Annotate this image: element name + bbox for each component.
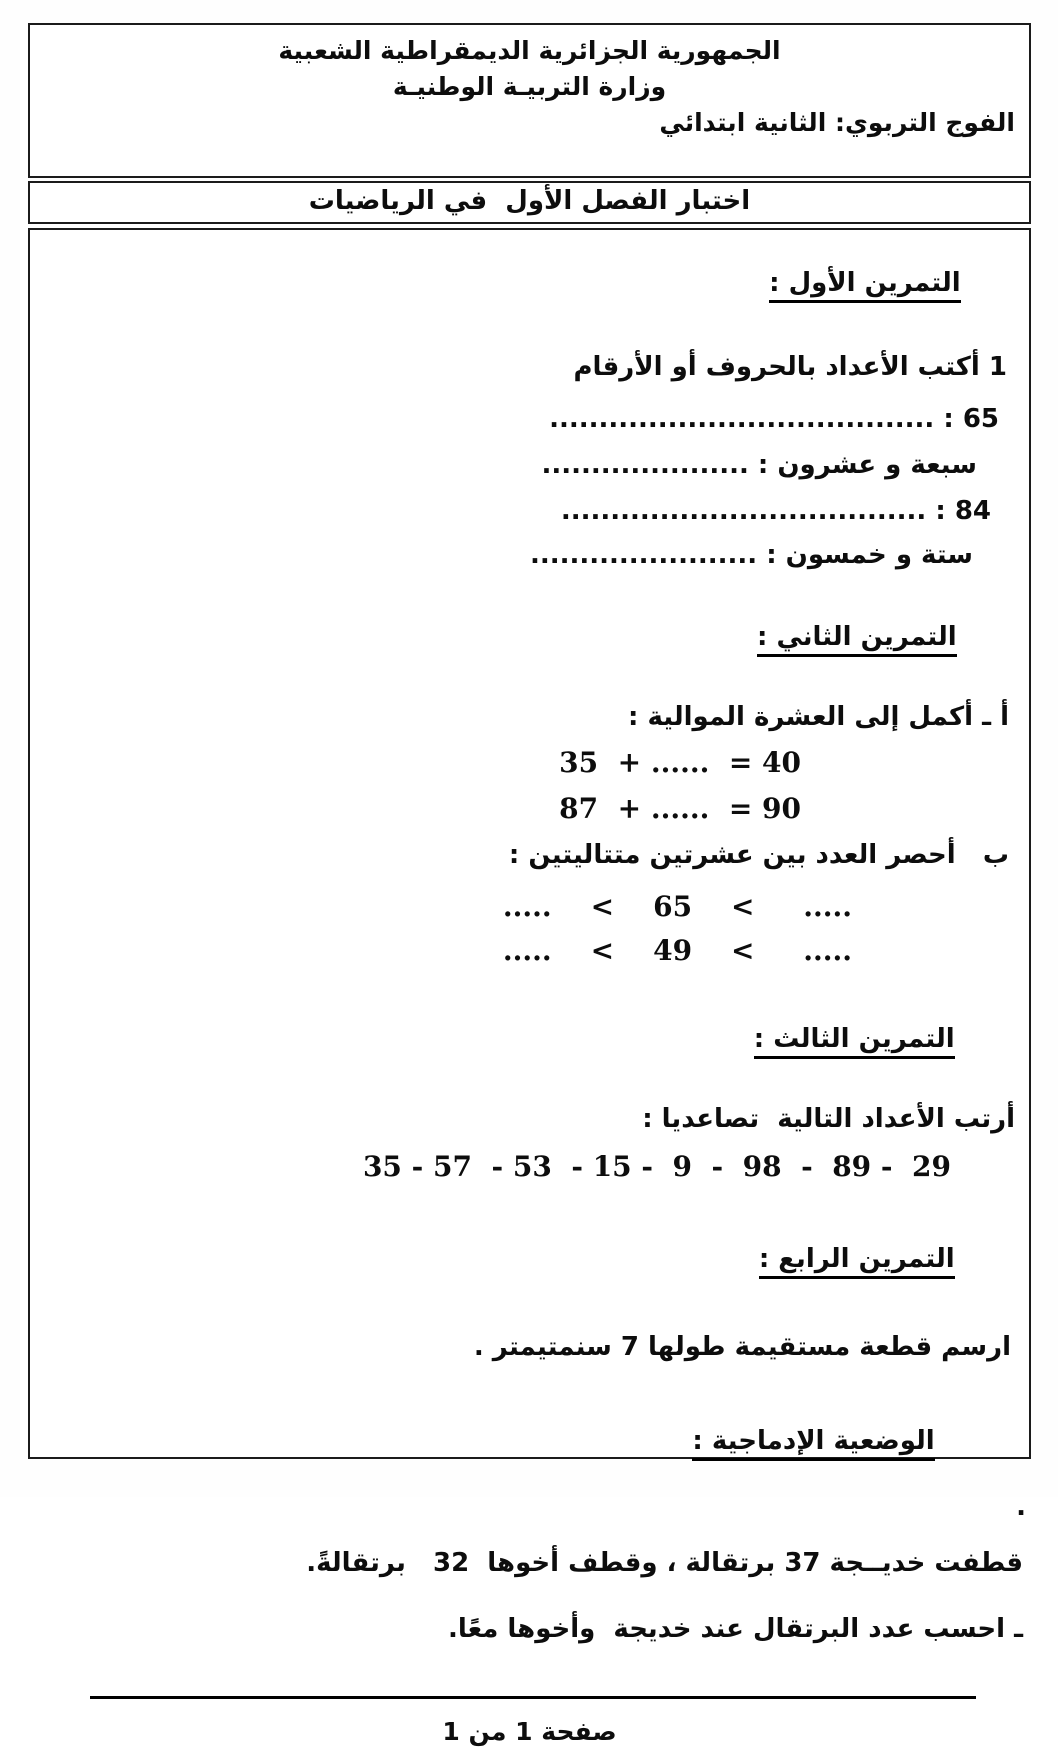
- exercise2-equation-1: 35 + ...... = 40: [559, 746, 801, 779]
- content-box: [28, 228, 1031, 1746]
- exercise4-instruction: ارسم قطعة مستقيمة طولها 7 سنمتيمتر .: [473, 1332, 1011, 1362]
- exercise1-item-65: 65 : .......................................: [549, 404, 999, 434]
- ministry-title: وزارة التربيـة الوطنيـة: [392, 72, 667, 101]
- class-group-line: الفوج التربوي: الثانية ابتدائي: [659, 108, 1015, 137]
- exercise1-item-fiftysix: ستة و خمسون : .......................: [529, 540, 973, 570]
- exercise3-instruction: أرتب الأعداد التالية تصاعديا :: [642, 1104, 1015, 1134]
- situation-question: ـ احسب عدد البرتقال عند خديجة وأخوها معًا.: [447, 1614, 1023, 1644]
- country-title: الجمهورية الجزائرية الديمقراطية الشعبية: [278, 36, 781, 65]
- exam-title: اختبار الفصل الأول في الرياضيات: [308, 186, 751, 216]
- exercise2-equation-2: 87 + ...... = 90: [559, 792, 801, 825]
- header-box: [28, 23, 1031, 178]
- title-box: [28, 181, 1031, 224]
- exercise2-heading-text: التمرين الثاني :: [757, 622, 957, 657]
- page-number: صفحة 1 من 1: [442, 1717, 617, 1746]
- exercise2-part-b-label: ب أحصر العدد بين عشرتين متتاليتين :: [508, 840, 1009, 870]
- exercise1-item-twentyseven: سبعة و عشرون : .....................: [541, 450, 977, 480]
- exercise3-numbers: 35 - 57 - 53 - 15 - 9 - 98 - 89 - 29: [362, 1150, 951, 1183]
- exercise1-heading: [30, 232, 1029, 334]
- stray-period: .: [1016, 1492, 1026, 1522]
- exercise3-heading-text: التمرين الثالث :: [754, 1024, 955, 1059]
- exercise3-heading: [30, 988, 1029, 1090]
- situation-heading: [30, 1390, 1029, 1526]
- exercise2-inequality-2: ..... < 49 < .....: [502, 934, 852, 967]
- exercise1-item-84: 84 : .....................................: [560, 496, 991, 526]
- exercise2-inequality-1: ..... < 65 < .....: [502, 890, 852, 923]
- footer-divider: [90, 1696, 976, 1699]
- situation-heading-text: الوضعية الإدماجية :: [692, 1426, 934, 1461]
- exercise4-heading-text: التمرين الرابع :: [759, 1244, 955, 1279]
- situation-statement: قطفت خديــجة 37 برتقالة ، وقطف أخوها 32 برتقالةً.: [306, 1548, 1023, 1578]
- exercise4-heading: [30, 1208, 1029, 1310]
- exercise2-part-a-label: أ ـ أكمل إلى العشرة الموالية :: [628, 702, 1009, 732]
- exercise1-heading-text: التمرين الأول :: [769, 268, 961, 303]
- exercise2-heading: [30, 586, 1029, 688]
- exercise1-instruction: 1 أكتب الأعداد بالحروف أو الأرقام: [573, 352, 1007, 382]
